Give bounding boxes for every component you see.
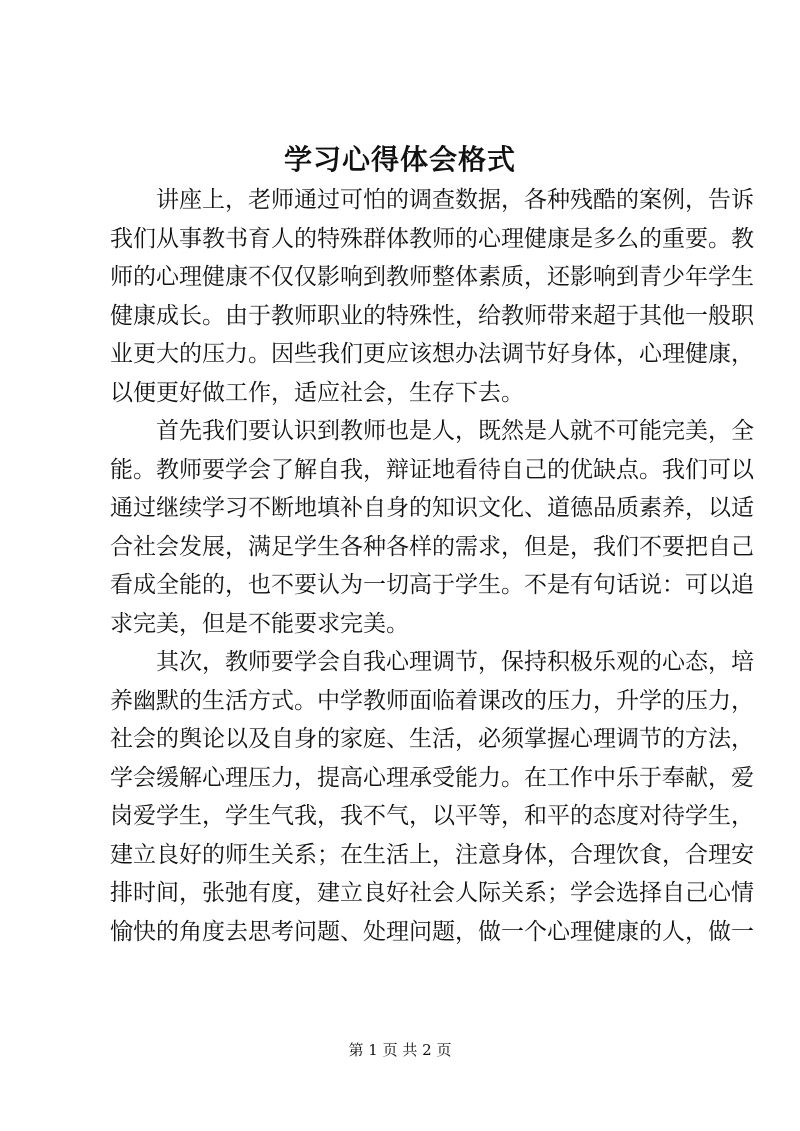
paragraph-3 [110, 643, 754, 951]
text-line: 社会的舆论以及自身的家庭、生活，必须掌握心理调节的方法， [110, 726, 754, 752]
text-line: 通过继续学习不断地填补自身的知识文化、道德品质素养，以适 [110, 495, 754, 521]
text-line: 愉快的角度去思考问题、处理问题，做一个心理健康的人，做一 [110, 918, 754, 945]
text-line: 讲座上，老师通过可怕的调查数据，各种残酷的案例，告诉 [156, 187, 754, 213]
text-line: 建立良好的师生关系；在生活上，注意身体，合理饮食，合理安 [110, 841, 754, 868]
text-line: 排时间，张弛有度，建立良好社会人际关系；学会选择自己心情 [110, 880, 754, 906]
page-number-footer: 第 1 页 共 2 页 [348, 1041, 452, 1059]
text-line: 我们从事教书育人的特殊群体教师的心理健康是多么的重要。教 [110, 225, 754, 252]
text-line: 求完美，但是不能要求完美。 [110, 610, 409, 637]
text-line: 其次，教师要学会自我心理调节，保持积极乐观的心态，培 [156, 649, 754, 675]
text-line: 看成全能的，也不要认为一切高于学生。不是有句话说：可以追 [110, 572, 754, 598]
text-line: 业更大的压力。因些我们更应该想办法调节好身体，心理健康， [110, 341, 754, 367]
text-line: 师的心理健康不仅仅影响到教师整体素质，还影响到青少年学生 [110, 264, 754, 290]
document-title: 学习心得体会格式 [283, 143, 516, 176]
text-line: 健康成长。由于教师职业的特殊性，给教师带来超于其他一般职 [110, 302, 754, 329]
text-line: 学会缓解心理压力，提高心理承受能力。在工作中乐于奉献，爱 [110, 764, 754, 791]
paragraph-2 [110, 412, 754, 643]
text-line: 岗爱学生，学生气我，我不气，以平等，和平的态度对待学生， [110, 803, 754, 829]
text-line: 合社会发展，满足学生各种各样的需求，但是，我们不要把自己 [110, 533, 754, 560]
paragraph-1 [110, 181, 754, 412]
text-line: 能。教师要学会了解自我，辩证地看待自己的优缺点。我们可以 [110, 456, 754, 483]
text-line: 养幽默的生活方式。中学教师面临着课改的压力，升学的压力， [110, 687, 754, 714]
text-line: 以便更好做工作，适应社会，生存下去。 [110, 379, 524, 406]
document-body [110, 181, 754, 951]
text-line: 首先我们要认识到教师也是人，既然是人就不可能完美，全 [156, 418, 754, 444]
